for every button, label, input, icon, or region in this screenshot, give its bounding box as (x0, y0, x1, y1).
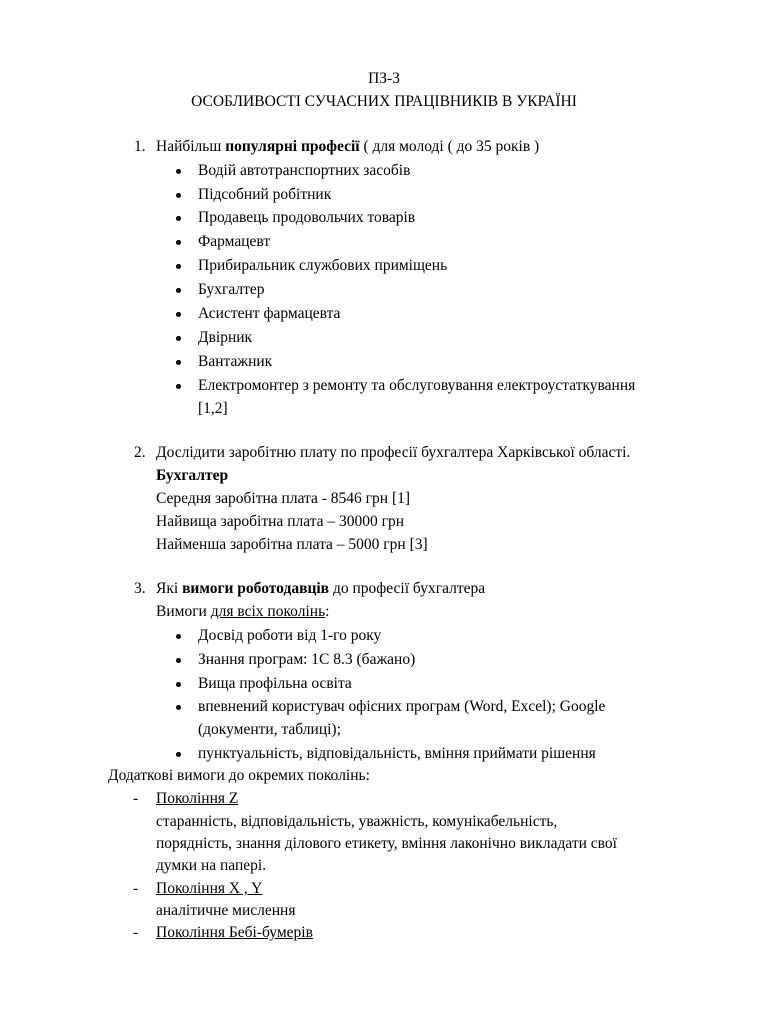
list-item: Прибиральник службових приміщень (198, 257, 448, 274)
section2-profession: Бухгалтер (156, 467, 229, 484)
salary-line: Середня заробітна плата - 8546 грн [1] (156, 490, 411, 507)
requirements-label (156, 603, 329, 621)
list-item: Фармацевт (198, 233, 271, 250)
generation-xy-label: Покоління X , Y (156, 880, 263, 897)
requirements-lead: Вимоги (156, 603, 211, 620)
list-item: Бухгалтер (198, 281, 265, 298)
list-item: Двірник (198, 329, 253, 346)
requirements-tail: : (325, 603, 330, 620)
generation-z-text: старанність, відповідальність, уважність, комунікабельність, (156, 813, 558, 830)
section1-lead: Найбільш (156, 138, 226, 155)
section1-tail: ( для молоді ( до 35 років ) (359, 138, 540, 155)
section3-bold: вимоги роботодавців (182, 580, 330, 597)
list-item-continuation: [1,2] (198, 400, 228, 417)
section2-number: 2. (134, 444, 146, 461)
list-item-continuation: (документи, таблиці); (198, 721, 341, 738)
generation-z-label: Покоління Z (156, 790, 239, 807)
section3-number: 3. (134, 580, 146, 597)
extra-requirements-title: Додаткові вимоги до окремих поколінь: (108, 767, 370, 784)
list-item: Вантажник (198, 353, 273, 370)
list-item: Асистент фармацевта (198, 305, 341, 322)
list-item: Досвід роботи від 1-го року (198, 627, 382, 644)
list-item: пунктуальність, відповідальність, вміння приймати рішення (198, 745, 596, 762)
generation-xy-text: аналітичне мислення (156, 902, 296, 919)
section1-bold: популярні професії (225, 138, 360, 155)
list-item: впевнений користувач офісних програм (Word, Excel); Google (198, 698, 606, 715)
salary-line: Найвища заробітна плата – 30000 грн (156, 513, 405, 530)
doc-title: ОСОБЛИВОСТІ СУЧАСНИХ ПРАЦІВНИКІВ В УКРАЇНІ (191, 93, 577, 110)
dash-marker: - (133, 880, 139, 897)
section3-lead: Які (156, 580, 183, 597)
list-item: Знання програм: 1С 8.3 (бажано) (198, 651, 416, 668)
doc-code: ПЗ-3 (368, 70, 400, 87)
section3-heading (156, 580, 485, 598)
requirements-underlined: для всіх поколінь (210, 603, 326, 620)
list-item: Вища профільна освіта (198, 675, 352, 692)
generation-boomers-label: Покоління Бебі-бумерів (156, 924, 313, 941)
dash-marker: - (133, 924, 139, 941)
salary-line: Найменша заробітна плата – 5000 грн [3] (156, 536, 428, 553)
section1-heading (156, 138, 539, 156)
list-item: Продавець продовольчих товарів (198, 209, 416, 226)
list-item: Водій автотранспортних засобів (198, 162, 411, 179)
dash-marker: - (133, 790, 139, 807)
section2-heading: Дослідити заробітню плату по професії бухгалтера Харківської області. (156, 444, 631, 461)
generation-z-text: порядність, знання ділового етикету, вміння лаконічно викладати свої (156, 835, 617, 852)
section3-tail: до професії бухгалтера (329, 580, 486, 597)
generation-z-text: думки на папері. (156, 857, 267, 874)
list-item: Електромонтер з ремонту та обслуговування електроустаткування (198, 377, 636, 394)
section1-number: 1. (134, 138, 146, 155)
list-item: Підсобний робітник (198, 186, 332, 203)
